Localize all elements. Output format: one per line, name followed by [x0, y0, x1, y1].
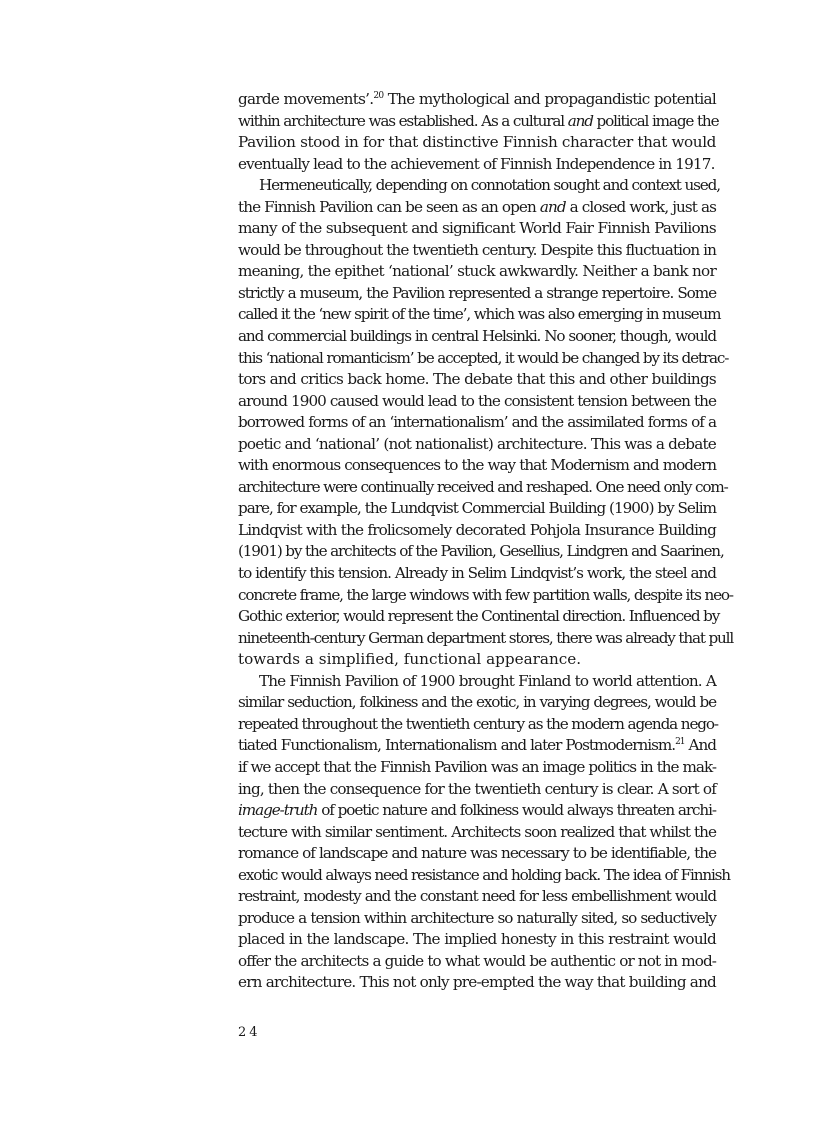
- text-run: ern architecture. This not only pre-empted the way that building and: [238, 973, 716, 992]
- emphasis-text: and: [567, 111, 593, 130]
- text-run: restraint, modesty and the constant need for less embellishment would: [238, 887, 716, 906]
- text-run: tors and critics back home. The debate that this and other buildings: [238, 370, 716, 389]
- text-line: [238, 369, 716, 391]
- text-run: the Finnish Pavilion can be seen as an open: [238, 197, 540, 216]
- text-run: if we accept that the Finnish Pavilion was an image politics in the mak-: [238, 757, 716, 776]
- text-run: would be throughout the twentieth century. Despite this fluctuation in: [238, 240, 716, 259]
- text-line: [238, 843, 716, 865]
- body-text: [238, 89, 734, 994]
- text-line: [238, 929, 716, 951]
- text-run: (1901) by the architects of the Pavilion, Gesellius, Lindgren and Saarinen,: [238, 542, 724, 561]
- text-line: [238, 455, 716, 477]
- text-run: and commercial buildings in central Helsinki. No sooner, though, would: [238, 327, 716, 346]
- text-line: [238, 757, 716, 779]
- text-run: towards a simplified, functional appearance.: [238, 650, 582, 669]
- text-line: [238, 175, 720, 197]
- text-line: [238, 779, 716, 801]
- text-line: [238, 822, 716, 844]
- text-line: [238, 541, 724, 563]
- text-line: [238, 304, 721, 326]
- text-run: And: [684, 736, 716, 755]
- text-run: strictly a museum, the Pavilion represented a strange repertoire. Some: [238, 283, 716, 302]
- text-line: [238, 908, 716, 930]
- text-run: nineteenth-century German department stores, there was already that pull: [238, 628, 734, 647]
- text-line: [238, 972, 716, 994]
- text-run: eventually lead to the achievement of Finnish Independence in 1917.: [238, 154, 715, 173]
- text-run: similar seduction, folkiness and the exotic, in varying degrees, would be: [238, 693, 716, 712]
- text-line: [238, 412, 716, 434]
- text-line: [238, 800, 716, 822]
- text-line: [238, 951, 716, 973]
- text-line: [238, 111, 719, 133]
- text-run: political image the: [592, 111, 719, 130]
- text-run: Pavilion stood in for that distinctive Finnish character that would: [238, 133, 716, 152]
- text-run: of poetic nature and folkiness would always threaten archi-: [317, 801, 716, 820]
- text-run: poetic and ‘national’ (not nationalist) architecture. This was a debate: [238, 434, 716, 453]
- text-run: Hermeneutically, depending on connotation sought and context used,: [259, 176, 720, 195]
- footnote-ref: 21: [675, 737, 685, 748]
- text-line: [238, 585, 733, 607]
- text-line: [238, 477, 728, 499]
- emphasis-text: image-truth: [238, 801, 318, 820]
- text-line: [238, 671, 716, 693]
- text-run: tiated Functionalism, Internationalism and later Postmodernism.: [238, 736, 676, 755]
- text-line: [238, 692, 716, 714]
- text-run: offer the architects a guide to what would be authentic or not in mod-: [238, 951, 716, 970]
- text-run: many of the subsequent and significant World Fair Finnish Pavilions: [238, 219, 716, 238]
- footnote-ref: 20: [373, 91, 384, 101]
- text-run: this ‘national romanticism’ be accepted, it would be changed by its detrac-: [238, 348, 729, 367]
- emphasis-text: and: [539, 197, 566, 216]
- text-line: [238, 326, 716, 348]
- text-line: [238, 89, 716, 111]
- text-line: [238, 261, 716, 283]
- text-line: [238, 886, 716, 908]
- text-run: ing, then the consequence for the twentieth century is clear. A sort of: [238, 779, 716, 798]
- text-line: [238, 240, 716, 262]
- text-run: exotic would always need resistance and holding back. The idea of Finnish: [238, 865, 730, 884]
- text-run: architecture were continually received and reshaped. One need only com-: [238, 477, 728, 496]
- text-run: produce a tension within architecture so naturally sited, so seductively: [238, 908, 716, 927]
- text-run: tecture with similar sentiment. Architects soon realized that whilst the: [238, 822, 716, 841]
- text-line: [238, 865, 730, 887]
- text-run: The Finnish Pavilion of 1900 brought Finland to world attention. A: [259, 671, 716, 690]
- text-line: [238, 132, 716, 154]
- paragraph: [238, 175, 734, 671]
- text-line: [238, 735, 716, 757]
- text-line: [238, 520, 716, 542]
- text-line: [238, 348, 729, 370]
- text-run: within architecture was established. As a cultural: [238, 111, 568, 130]
- text-line: [238, 563, 716, 585]
- page-number: 24: [238, 1025, 261, 1040]
- text-line: [238, 498, 716, 520]
- text-run: to identify this tension. Already in Selim Lindqvist’s work, the steel and: [238, 564, 716, 583]
- text-line: [238, 606, 720, 628]
- text-line: [238, 714, 716, 736]
- text-line: [238, 434, 716, 456]
- text-run: pare, for example, the Lundqvist Commercial Building (1900) by Selim: [238, 499, 716, 518]
- text-line: [238, 218, 716, 240]
- text-run: placed in the landscape. The implied honesty in this restraint would: [238, 930, 716, 949]
- text-run: Gothic exterior, would represent the Continental direction. Influenced by: [238, 607, 720, 626]
- text-run: garde movements’.: [238, 90, 374, 108]
- text-line: [238, 154, 716, 176]
- text-run: with enormous consequences to the way that Modernism and modern: [238, 456, 716, 475]
- text-line: [238, 628, 734, 650]
- text-run: The mythological and propagandistic potential: [383, 90, 716, 108]
- paragraph: [238, 671, 730, 994]
- text-run: around 1900 caused would lead to the consistent tension between the: [238, 391, 716, 410]
- text-line: [238, 391, 716, 413]
- paragraph: [238, 89, 719, 175]
- text-line: [238, 283, 716, 305]
- text-run: romance of landscape and nature was necessary to be identifiable, the: [238, 844, 716, 863]
- text-line: [238, 649, 716, 671]
- text-run: borrowed forms of an ‘internationalism’ and the assimilated forms of a: [238, 413, 716, 432]
- text-run: meaning, the epithet ‘national’ stuck awkwardly. Neither a bank nor: [238, 262, 716, 281]
- text-run: Lindqvist with the frolicsomely decorated Pohjola Insurance Building: [238, 520, 716, 539]
- text-run: a closed work, just as: [565, 197, 716, 216]
- text-run: concrete frame, the large windows with few partition walls, despite its neo-: [238, 585, 733, 604]
- text-run: repeated throughout the twentieth century as the modern agenda nego-: [238, 714, 718, 733]
- text-line: [238, 197, 716, 219]
- text-run: called it the ‘new spirit of the time’, which was also emerging in museum: [238, 305, 721, 324]
